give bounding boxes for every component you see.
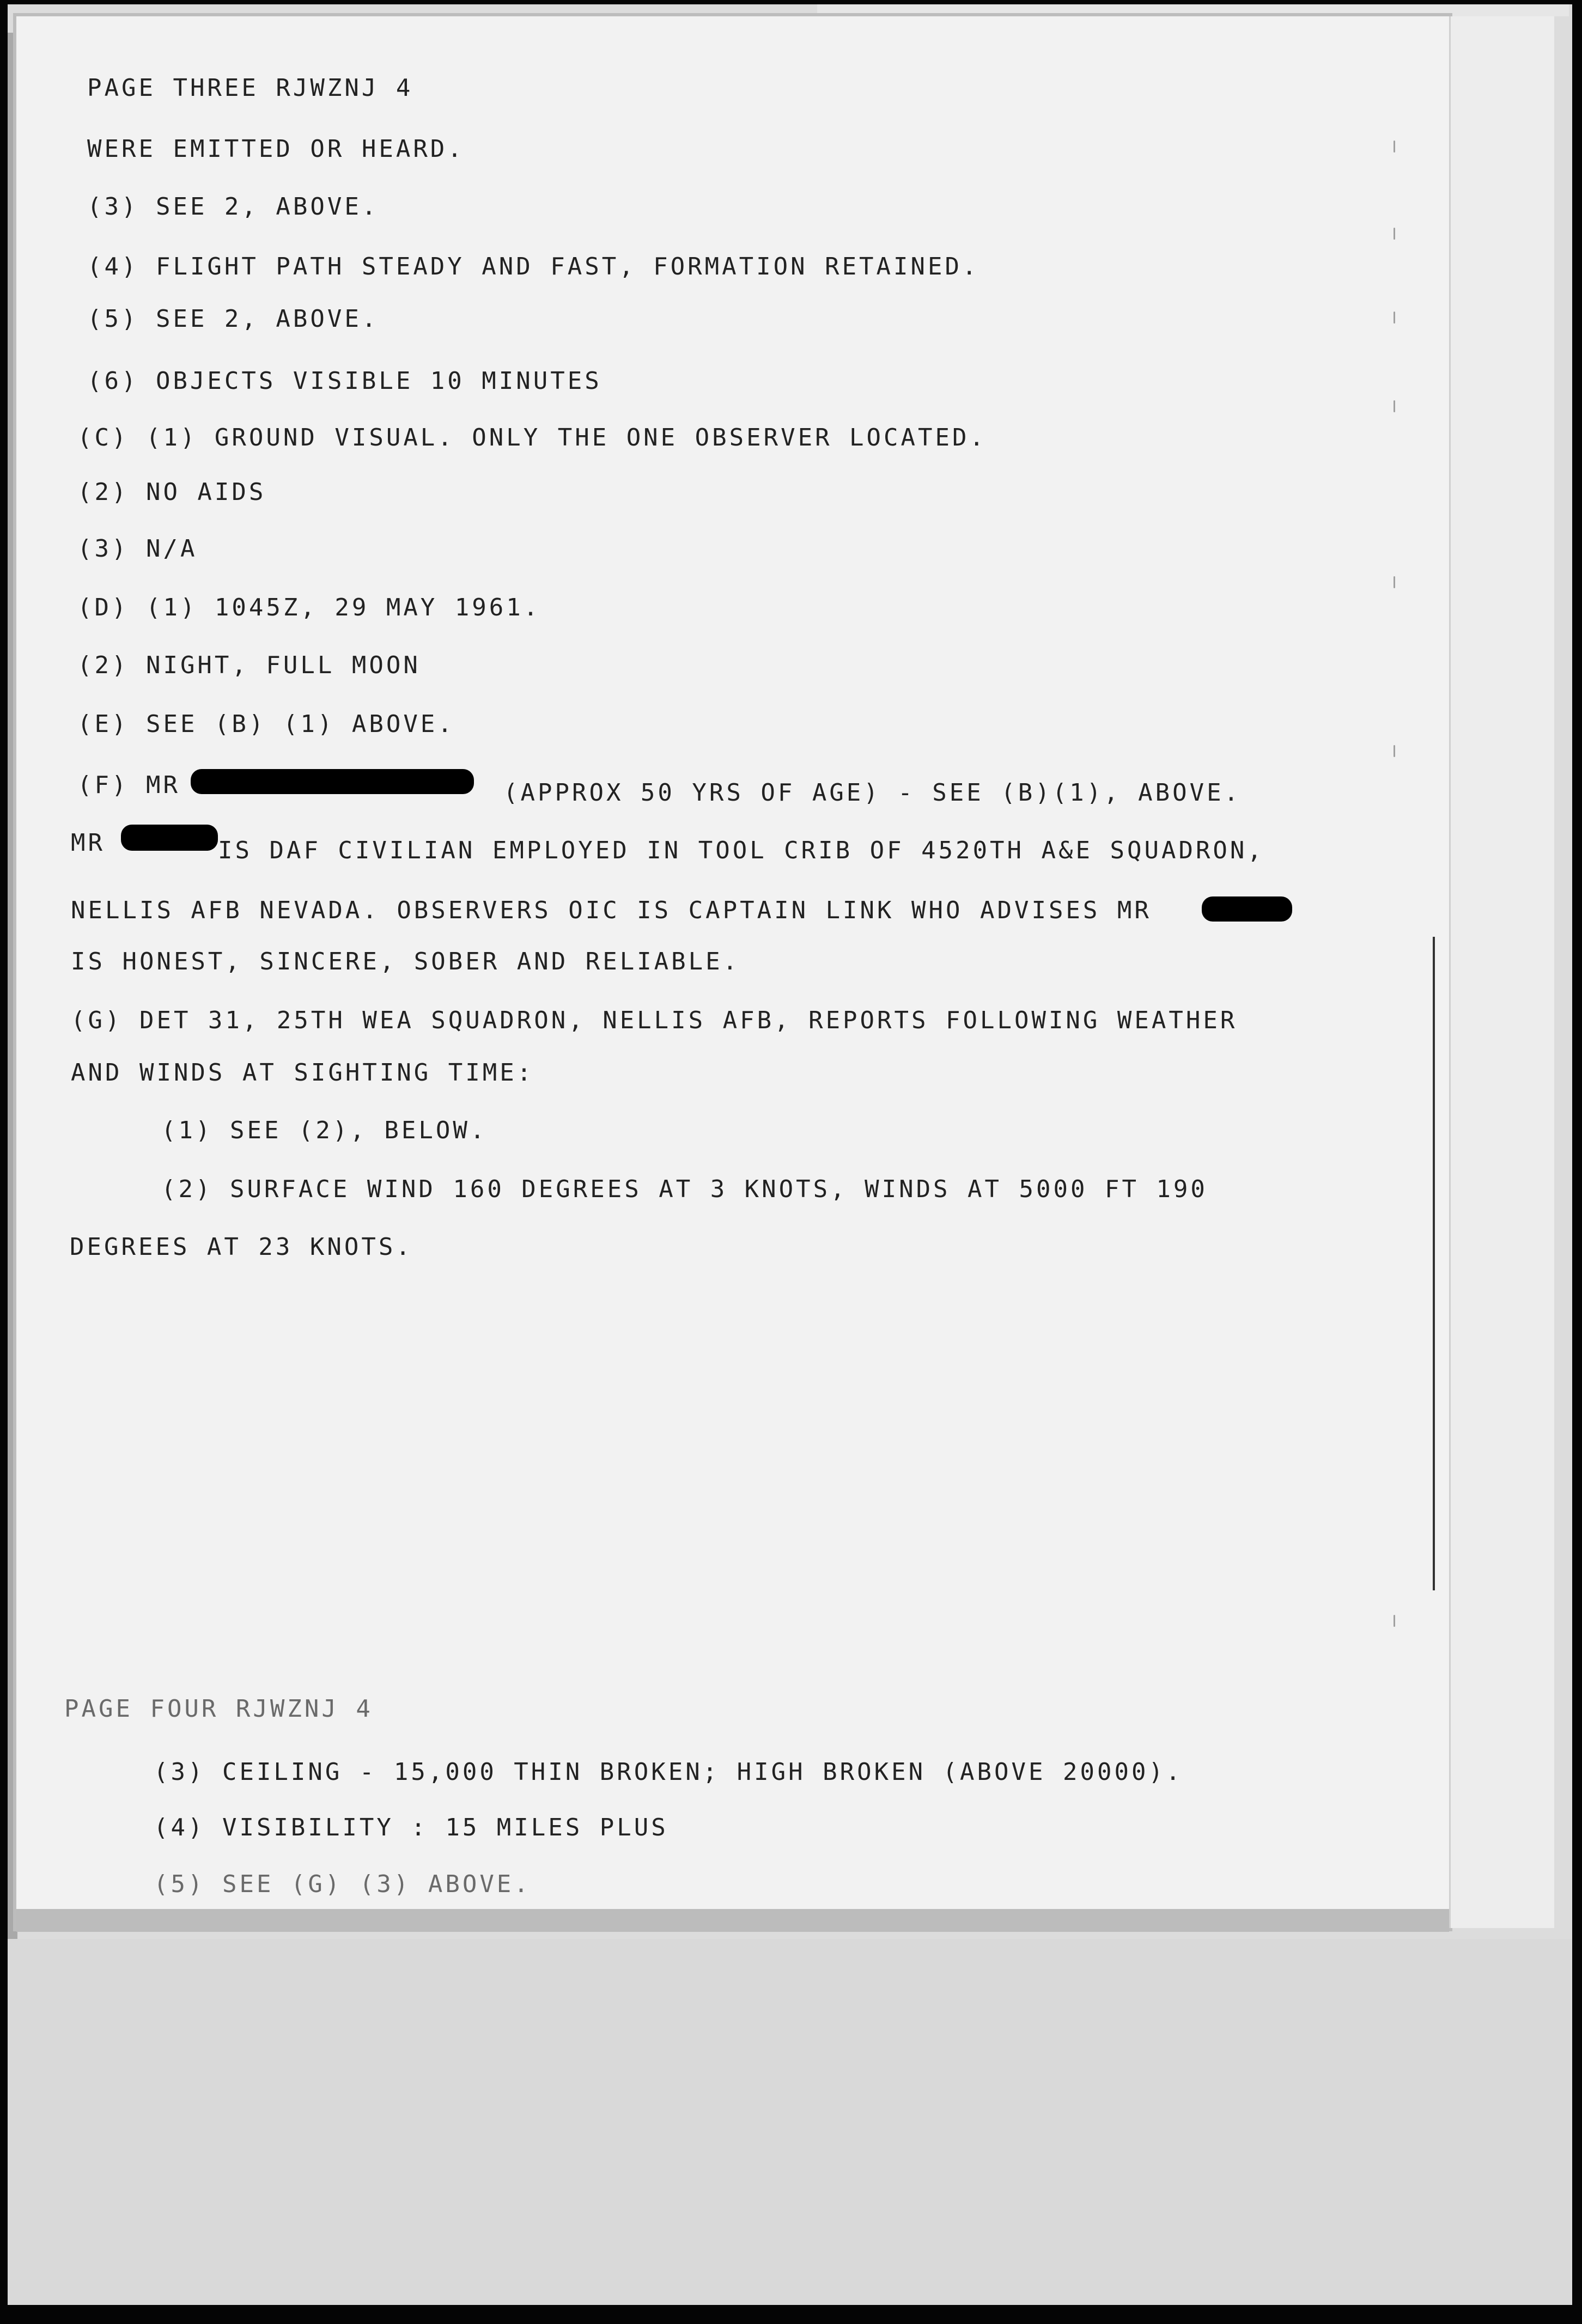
text-line: (6) OBJECTS VISIBLE 10 MINUTES [87, 367, 602, 395]
text-line: (D) (1) 1045Z, 29 MAY 1961. [77, 594, 541, 621]
redaction-bar [121, 825, 218, 851]
text-line: (5) SEE (G) (3) ABOVE. [154, 1870, 531, 1898]
f-suffix: (APPROX 50 YRS OF AGE) - SEE (B)(1), ABOVE. [503, 779, 1242, 807]
g1-line: (1) SEE (2), BELOW. [161, 1117, 488, 1144]
text-line: WERE EMITTED OR HEARD. [87, 135, 465, 163]
text-line: (E) SEE (B) (1) ABOVE. [77, 710, 455, 738]
text-line: (C) (1) GROUND VISUAL. ONLY THE ONE OBSERVER LOCATED. [77, 424, 987, 452]
margin-mark [1394, 745, 1395, 757]
degrees-line: DEGREES AT 23 KNOTS. [70, 1233, 413, 1261]
margin-mark [1394, 400, 1395, 412]
margin-mark [1394, 1615, 1395, 1627]
text-line: (3) SEE 2, ABOVE. [87, 193, 379, 221]
margin-mark [1394, 312, 1395, 324]
right-edge-line [1433, 937, 1435, 1590]
margin-mark [1394, 576, 1395, 588]
text-line: (3) CEILING - 15,000 THIN BROKEN; HIGH BROKEN (ABOVE 20000). [154, 1758, 1183, 1786]
page-bottom-shadow [16, 1909, 1449, 1932]
winds-line: AND WINDS AT SIGHTING TIME: [71, 1059, 534, 1087]
page-three-header: PAGE THREE RJWZNJ 4 [87, 74, 413, 102]
text-line: (2) NIGHT, FULL MOON [77, 651, 421, 679]
redaction-bar [191, 769, 474, 794]
civilian-line: IS DAF CIVILIAN EMPLOYED IN TOOL CRIB OF 4520TH A&E SQUADRON, [218, 837, 1264, 864]
top-edge [817, 4, 1569, 16]
text-line: (5) SEE 2, ABOVE. [87, 305, 379, 333]
margin-mark [1394, 228, 1395, 240]
weather-line: (G) DET 31, 25TH WEA SQUADRON, NELLIS AFB, REPORTS FOLLOWING WEATHER [71, 1007, 1238, 1034]
honest-line: IS HONEST, SINCERE, SOBER AND RELIABLE. [71, 948, 740, 975]
g2-line: (2) SURFACE WIND 160 DEGREES AT 3 KNOTS, WINDS AT 5000 FT 190 [161, 1175, 1208, 1203]
text-line: (4) VISIBILITY : 15 MILES PLUS [154, 1814, 668, 1841]
text-line: (2) NO AIDS [77, 478, 266, 506]
nellis-line: NELLIS AFB NEVADA. OBSERVERS OIC IS CAPTAIN LINK WHO ADVISES MR [71, 896, 1152, 924]
text-line: (4) FLIGHT PATH STEADY AND FAST, FORMATION RETAINED. [87, 253, 979, 280]
page-four-header: PAGE FOUR RJWZNJ 4 [64, 1695, 373, 1723]
redaction-bar [1202, 896, 1292, 922]
margin-mark [1394, 141, 1395, 153]
text-line: (3) N/A [77, 535, 198, 563]
right-margin-strip [1449, 16, 1554, 1928]
f-prefix: (F) MR [77, 771, 180, 799]
mr-label: MR [71, 829, 105, 857]
lower-margin [8, 1939, 1572, 2305]
